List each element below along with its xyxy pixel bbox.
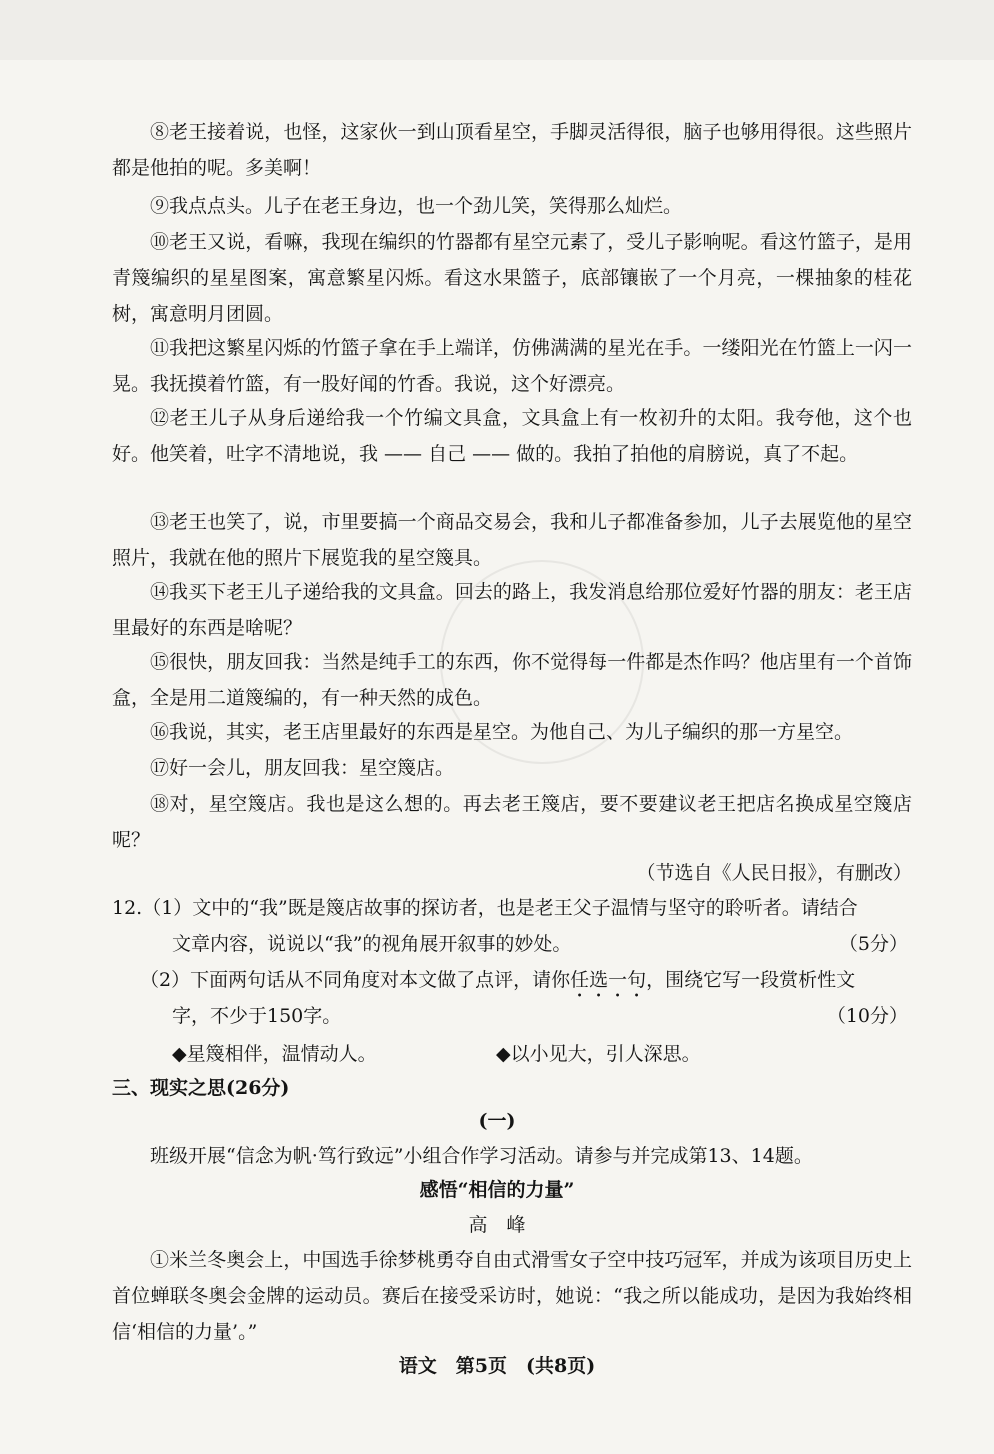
scan-shadow bbox=[0, 0, 994, 60]
paragraph-17: ⑰好一会儿，朋友回我：星空篾店。 bbox=[150, 757, 455, 779]
page-footer: 语文 第5页 (共8页) bbox=[398, 1355, 596, 1377]
paragraph-14: ⑭我买下老王儿子递给我的文具盒。回去的路上，我发消息给那位爱好竹器的朋友：老王店里最好的东西是啥呢？ bbox=[112, 581, 912, 639]
q12-emphasis-dotted: 任选一句 bbox=[570, 969, 647, 991]
q12-option-1: ◆星篾相伴，温情动人。 bbox=[172, 1043, 377, 1065]
paragraph-10: ⑩老王又说，看嘛，我现在编织的竹器都有星空元素了，受儿子影响呢。看这竹篮子，是用青篾编织的星星图案，寓意繁星闪烁。看这水果篮子，底部镶嵌了一个月亮，一棵抽象的桂花树，寓意明月团圆。 bbox=[112, 231, 912, 325]
section-3-intro: 班级开展“信念为帆·笃行致远”小组合作学习活动。请参与并完成第13、14题。 bbox=[150, 1145, 813, 1167]
source-note: （节选自《人民日报》，有删改） bbox=[636, 862, 912, 884]
article-title: 感悟“相信的力量” bbox=[419, 1179, 575, 1201]
paragraph-11: ⑪我把这繁星闪烁的竹篮子拿在手上端详，仿佛满满的星光在手。一缕阳光在竹篮上一闪一晃。我抚摸着竹篮，有一股好闻的竹香。我说，这个好漂亮。 bbox=[112, 337, 912, 395]
paragraph-8: ⑧老王接着说，也怪，这家伙一到山顶看星空，手脚灵活得很，脑子也够用得很。这些照片都是他拍的呢。多美啊！ bbox=[112, 121, 912, 179]
article-paragraph-1: ①米兰冬奥会上，中国选手徐梦桃勇夺自由式滑雪女子空中技巧冠军，并成为该项目历史上首位蝉联冬奥会金牌的运动员。赛后在接受采访时，她说：“我之所以能成功，是因为我始终相信‘相信的力量’。” bbox=[112, 1249, 912, 1343]
article-author: 高 峰 bbox=[468, 1214, 526, 1236]
q12-part2-text-a: （2）下面两句话从不同角度对本文做了点评，请你 bbox=[140, 969, 571, 991]
q12-part2-text-b: ，围绕它写一段赏析性文 bbox=[646, 969, 856, 991]
paragraph-16: ⑯我说，其实，老王店里最好的东西是星空。为他自己、为儿子编织的那一方星空。 bbox=[150, 721, 854, 743]
q12-part1-line2: 文章内容，说说以“我”的视角展开叙事的妙处。 bbox=[172, 933, 572, 955]
q12-part2-line1 bbox=[140, 962, 855, 1002]
paragraph-13: ⑬老王也笑了，说，市里要搞一个商品交易会，我和儿子都准备参加，儿子去展览他的星空照片，我就在他的照片下展览我的星空篾具。 bbox=[112, 511, 912, 569]
paragraph-18: ⑱对，星空篾店。我也是这么想的。再去老王篾店，要不要建议老王把店名换成星空篾店呢？ bbox=[112, 793, 912, 851]
q12-part2-score: （10分） bbox=[826, 1005, 908, 1027]
q12-part2-line2: 字，不少于150字。 bbox=[172, 1005, 342, 1027]
paragraph-12: ⑫老王儿子从身后递给我一个竹编文具盒，文具盒上有一枚初升的太阳。我夸他，这个也好。他笑着，吐字不清地说，我 —— 自己 —— 做的。我拍了拍他的肩膀说，真了不起。 bbox=[112, 407, 912, 465]
q12-part1-score: （5分） bbox=[838, 933, 908, 955]
section-3-heading: 三、现实之思(26分) bbox=[112, 1077, 290, 1099]
q12-part1-line1: 12.（1）文中的“我”既是篾店故事的探访者，也是老王父子温情与坚守的聆听者。请结合 bbox=[112, 897, 858, 919]
paragraph-15: ⑮很快，朋友回我：当然是纯手工的东西，你不觉得每一件都是杰作吗？他店里有一个首饰盒，全是用二道篾编的，有一种天然的成色。 bbox=[112, 651, 912, 709]
paragraph-9: ⑨我点点头。儿子在老王身边，也一个劲儿笑，笑得那么灿烂。 bbox=[150, 195, 683, 217]
section-3-subheading: (一) bbox=[478, 1110, 516, 1132]
q12-option-2: ◆以小见大，引人深思。 bbox=[496, 1043, 701, 1065]
